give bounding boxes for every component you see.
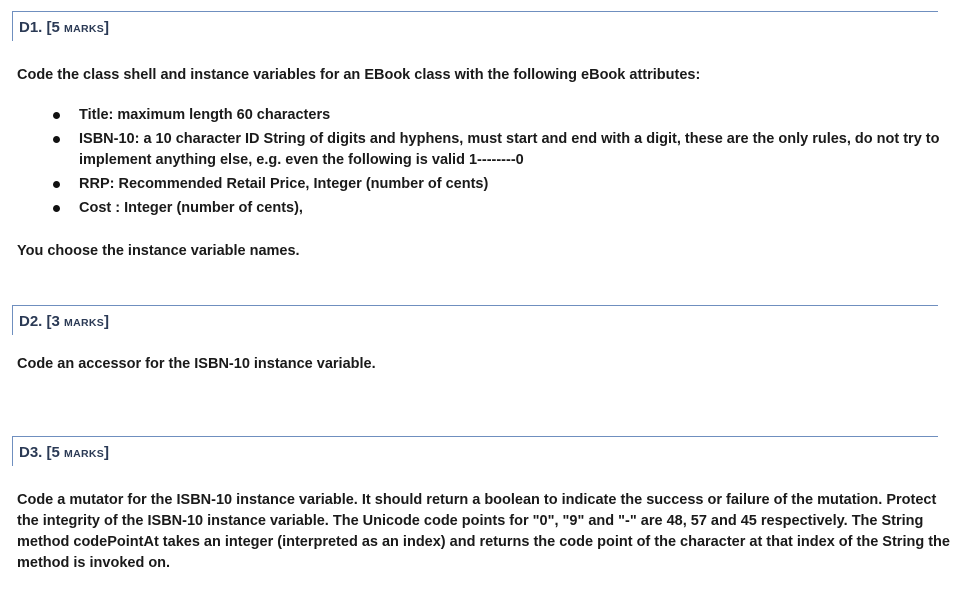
question-id: D3. [19, 444, 43, 461]
marks-close: ] [104, 19, 110, 36]
question-d3-title [19, 444, 109, 461]
list-item: Title: maximum length 60 characters [17, 105, 952, 126]
marks-label: MARKS [64, 23, 105, 35]
question-d1-title [19, 19, 109, 36]
list-item: Cost : Integer (number of cents), [17, 198, 952, 219]
list-item: ISBN-10: a 10 character ID String of digits and hyphens, must start and end with a digit, these are the only rules, do not try to implement anything else, e.g. even the following is valid 1--------0 [17, 129, 952, 171]
question-id: D2. [19, 313, 43, 330]
question-d3-header [12, 436, 938, 466]
question-id: D1. [19, 19, 43, 36]
question-d2-text: Code an accessor for the ISBN-10 instance variable. [17, 356, 376, 372]
question-d1-outro: You choose the instance variable names. [17, 243, 300, 259]
question-d3-text: Code a mutator for the ISBN-10 instance variable. It should return a boolean to indicate the success or failure of the mutation. Protect the integrity of the ISBN-10 instance variable. The Unicode code points for "0", "9" and "-" are 48, 57 and 45 respectively. The String method codePointAt takes an integer (interpreted as an index) and returns the code point of the character at that index of the String the method is invoked on. [17, 492, 950, 571]
question-d2-header [12, 305, 938, 335]
marks-close: ] [104, 444, 110, 461]
marks-open: [5 [46, 444, 60, 461]
marks-open: [5 [46, 19, 60, 36]
list-item: RRP: Recommended Retail Price, Integer (number of cents) [17, 174, 952, 195]
marks-label: MARKS [64, 448, 105, 460]
marks-open: [3 [46, 313, 60, 330]
question-d1-intro: Code the class shell and instance variables for an EBook class with the following eBook attributes: [17, 67, 701, 83]
question-d1-attribute-list [17, 105, 952, 222]
question-d2-title [19, 313, 109, 330]
question-d1-header [12, 11, 938, 41]
marks-label: MARKS [64, 317, 105, 329]
marks-close: ] [104, 313, 110, 330]
